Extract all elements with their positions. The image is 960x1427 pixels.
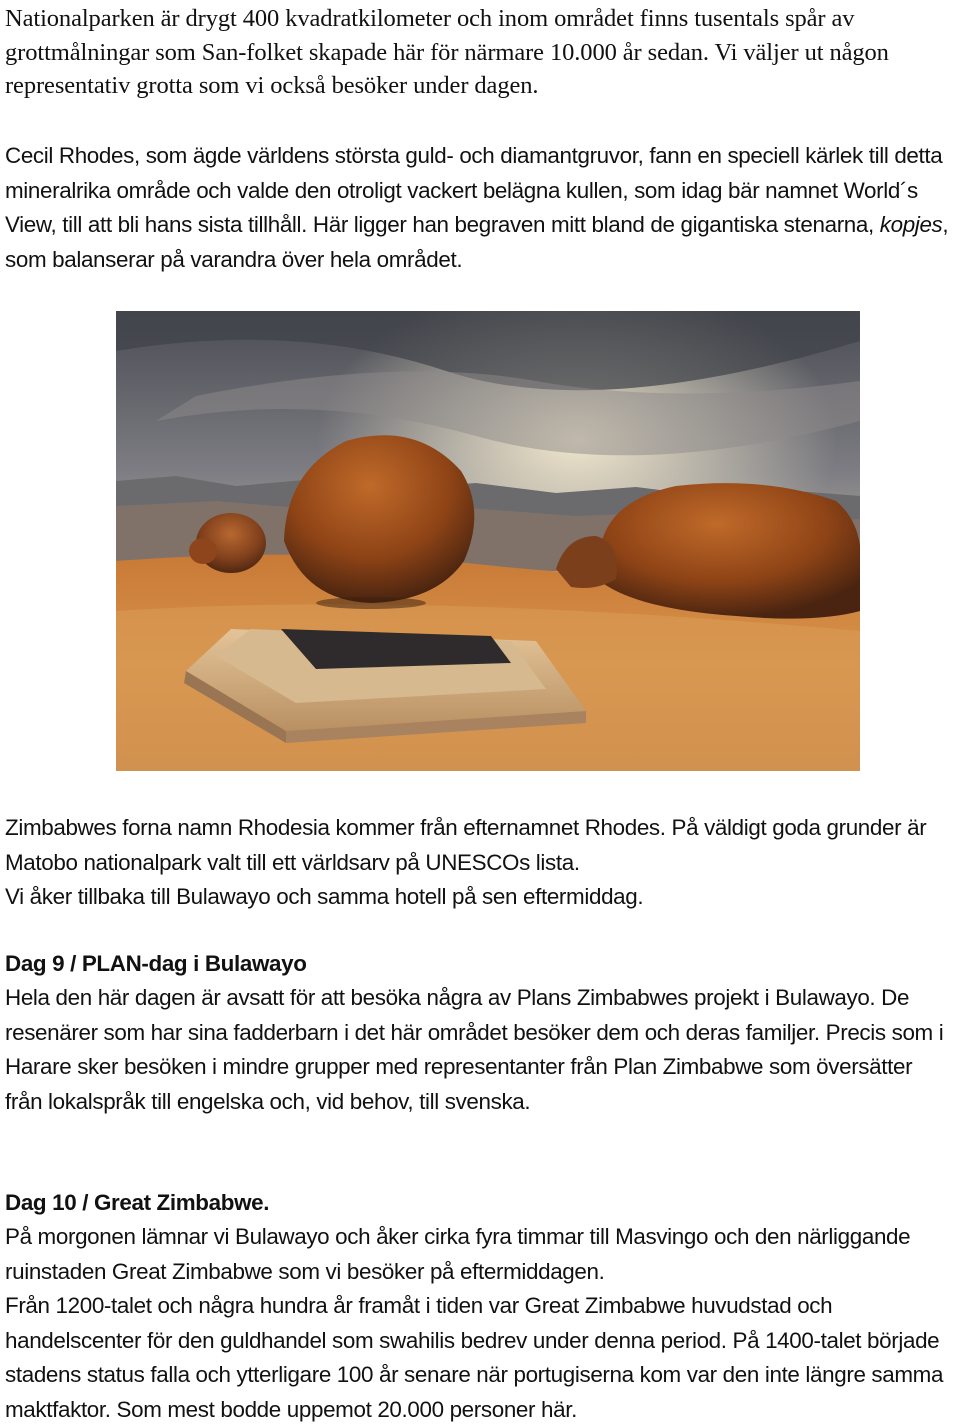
day9-heading: Dag 9 / PLAN-dag i Bulawayo [5,951,307,976]
day10-paragraph-1: På morgonen lämnar vi Bulawayo och åker cirka fyra timmar till Masvingo och den närliggande ruinstaden Great Zimbabwe som vi besöker på eftermiddagen. [5,1224,911,1284]
day10-heading: Dag 10 / Great Zimbabwe. [5,1190,270,1215]
day10-paragraph-2: Från 1200-talet och några hundra år framåt i tiden var Great Zimbabwe huvudstad och handelscenter för den guldhandel som swahilis bedrev under denna period. På 1400-talet började stadens status falla och ytterligare 100 år senare när portugiserna kom var den inte längre samma maktfaktor. Som mest bodde uppemot 20.000 personer här. [5,1293,944,1422]
day9-paragraph: Hela den här dagen är avsatt för att besöka några av Plans Zimbabwes projekt i Bulawayo. De resenärer som har sina fadderbarn i det här området besöker dem och deras familjer. Precis som i Harare sker besöken i mindre grupper med representanter från Plan Zimbabwe som översätter från lokalspråk till engelska och, vid behov, till svenska. [5,985,944,1114]
rhodesia-line-1: Zimbabwes forna namn Rhodesia kommer från efternamnet Rhodes. På väldigt goda grunder är Matobo nationalpark valt till ett världsarv på UNESCOs lista. [5,815,927,875]
rhodes-text-start: Cecil Rhodes, som ägde världens största guld- och diamantgruvor, fann en speciell kärlek till detta mineralrika område och valde den otroligt vackert belägna kullen, som idag bär namnet World´s View, till att bli hans sista tillhåll. Här ligger han begraven mitt bland de gigantiska stenarna, [5,143,943,237]
rhodes-text-end: , som balanserar på varandra över hela området. [5,212,949,272]
rhodesia-line-2: Vi åker tillbaka till Bulawayo och samma hotell på sen eftermiddag. [5,884,644,909]
rhodes-grave-photo [116,311,860,771]
rhodes-paragraph [5,139,955,277]
rhodes-italic-term: kopjes [879,212,943,237]
intro-paragraph: Nationalparken är drygt 400 kvadratkilometer och inom området finns tusentals spår av grottmålningar som San-folket skapade här för närmare 10.000 år sedan. Vi väljer ut någon representativ grotta som vi också besöker under dagen. [5,5,889,99]
rhodesia-paragraph [5,811,955,915]
